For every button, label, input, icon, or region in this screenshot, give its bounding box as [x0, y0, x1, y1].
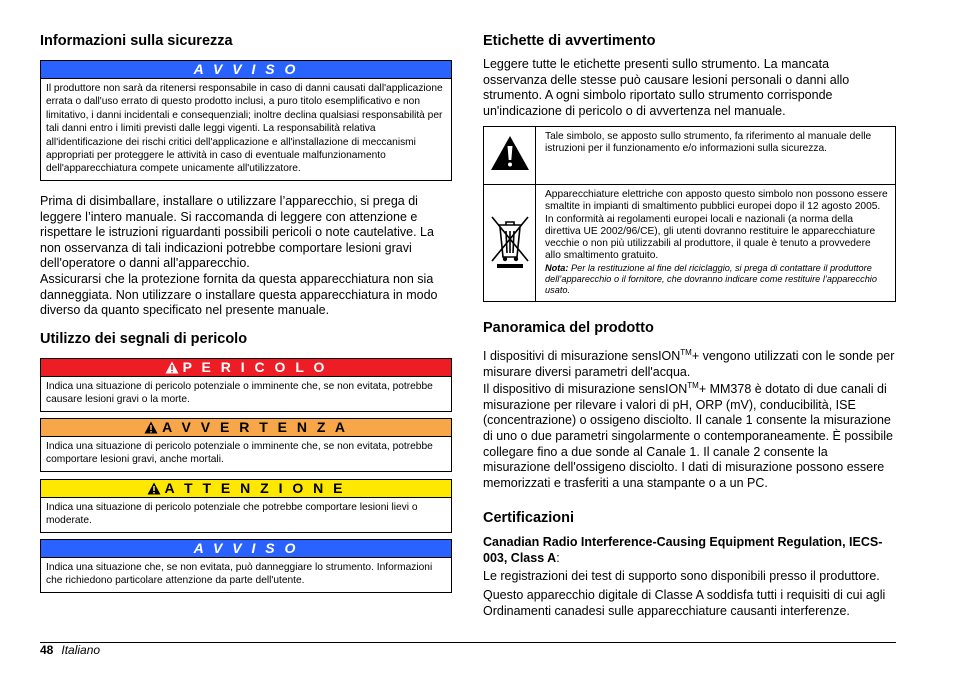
overview-paragraph-2: [483, 378, 896, 491]
safety-paragraph-1: Prima di disimballare, installare o utilizzare l’apparecchio, si prega di leggere l’intero manuale. Si raccomanda di leggere con attenzione e rispettare le istruzioni riguardanti possibili pericoli o note cautelative. La non osservanza di tali indicazioni potrebbe comportare lesioni gravi dell'operatore o danni all'apparecchio.: [40, 194, 434, 271]
table-note: [545, 263, 889, 297]
table-row-2-cell: [536, 185, 896, 302]
overview-p2-start: Il dispositivo di misurazione sensION: [483, 382, 688, 397]
cert-paragraph-2: Questo apparecchio digitale di Classe A soddisfa tutti i requisiti di cui agli Ordinamenti canadesi sulle apparecchiature causanti interferenze.: [483, 588, 886, 618]
avviso-label: A V V I S O: [41, 61, 451, 79]
labels-paragraph: Leggere tutte le etichette presenti sullo strumento. La mancata osservanza delle stesse può causare lesioni personali o danni allo strumento. A ogni simbolo riportato sullo strumento corrisponde un'indicazione di pericolo o di avvertenza nel manuale.: [483, 57, 850, 118]
warning-triangle-icon: [165, 361, 179, 374]
table-icon-cell: [484, 127, 536, 185]
overview-paragraph-1: [483, 345, 896, 380]
avviso-label-2: A V V I S O: [41, 540, 451, 558]
overview-p1-start: I dispositivi di misurazione sensION: [483, 349, 681, 364]
trademark-sup: TM: [687, 381, 699, 390]
safety-paragraph-2: Assicurarsi che la protezione fornita da questa apparecchiatura non sia danneggiata. Non utilizzare o installare questa apparecchiatura in modo diverso da quanto specificato nel presente manuale.: [40, 272, 438, 318]
overview-heading: Panoramica del prodotto: [483, 320, 654, 336]
overview-p2-end: + MM378 è dotato di due canali di misurazione per rilevare i valori di pH, ORP (mV), conducibilità, ISE (concentrazione) o ossigeno disciolto. Il canale 1 consente la misurazione di uno o due parametri singolarmente o contemporaneamente. È possibile collegare fino a due sonde al Canale 1. Il canale 2 consente la misurazione dell'ossigeno disciolto. I dati di misurazione possono essere memorizzati e trasferiti a una stampante o a un PC.: [483, 382, 893, 490]
attenzione-label: A T T E N Z I O N E: [164, 480, 346, 496]
cert-regulation: [483, 535, 896, 566]
signals-heading: Utilizzo dei segnali di pericolo: [40, 331, 248, 347]
pericolo-box: [40, 358, 452, 412]
overview-p1-end: + vengono utilizzati con le sonde per misurare diversi parametri dell'acqua.: [483, 349, 895, 379]
avvertenza-text: Indica una situazione di pericolo potenziale o imminente che, se non evitata, potrebbe comportare lesioni gravi, anche mortali.: [46, 441, 433, 466]
warning-triangle-icon: [147, 482, 161, 495]
footer-divider: [40, 642, 896, 643]
avviso-text: Il produttore non sarà da ritenersi responsabile in caso di danni causati dall'applicazione errata o dall'uso errato di questo prodotto inclusi, a puro titolo esemplificativo e non limitativo, i danni incidentali e consequenziali; inoltre declina qualsiasi responsabilità per tali danni entro i limiti previsti dalle leggi vigenti. La responsabilità relativa all'identificazione dei rischi critici dell'applicazione e all'installazione di meccanismi appropriati per proteggere le attività in caso di eventuale malfunzionamento dell'apparecchiatura compete unicamente all'utilizzatore.: [46, 83, 443, 175]
cert-regulation-title: Canadian Radio Interference-Causing Equipment Regulation, IECS-003, Class A: [483, 535, 883, 565]
attenzione-header: [41, 480, 451, 498]
crossed-out-bin-icon: [488, 213, 532, 269]
cert-paragraph-1: Le registrazioni dei test di supporto sono disponibili presso il produttore.: [483, 569, 880, 583]
avvertenza-box: [40, 418, 452, 472]
avvertenza-header: [41, 419, 451, 437]
labels-heading: Etichette di avvertimento: [483, 33, 656, 49]
avviso-text-2: Indica una situazione che, se non evitata, può danneggiare lo strumento. Informazioni che richiedono particolare attenzione da parte dell'utente.: [46, 562, 433, 587]
footer-language: Italiano: [61, 643, 101, 657]
trademark-sup: TM: [680, 348, 692, 357]
avvertenza-label: A V V E R T E N Z A: [162, 419, 348, 435]
cert-heading: Certificazioni: [483, 510, 575, 526]
safety-heading: Informazioni sulla sicurezza: [40, 33, 233, 49]
avviso-box-2: [40, 539, 452, 593]
page-footer: [40, 643, 100, 657]
warning-labels-table: [483, 126, 896, 302]
attenzione-text: Indica una situazione di pericolo potenziale che potrebbe comportare lesioni lievi o moderate.: [46, 502, 418, 527]
table-row: [484, 127, 896, 185]
warning-triangle-icon: [144, 421, 158, 434]
table-row-1-text: Tale simbolo, se apposto sullo strumento, fa riferimento al manuale delle istruzioni per il funzionamento e/o informazioni sulla sicurezza.: [536, 127, 896, 185]
table-row: [484, 185, 896, 302]
pericolo-header: [41, 359, 451, 377]
note-label: Nota:: [545, 262, 569, 273]
page-number: 48: [40, 643, 54, 657]
note-text: Per la restituzione al fine del riciclaggio, si prega di contattare il produttore dell’apparecchio o il fornitore, che dovranno indicare come restituire l’apparecchio usato.: [545, 262, 877, 296]
avviso-box-1: [40, 60, 452, 181]
pericolo-label: P E R I C O L O: [182, 359, 328, 375]
attenzione-box: [40, 479, 452, 533]
pericolo-text: Indica una situazione di pericolo potenziale o imminente che, se non evitata, potrebbe causare lesioni gravi o la morte.: [46, 381, 433, 406]
table-row-2-text: Apparecchiature elettriche con apposto questo simbolo non possono essere smaltite in impianti di smaltimento pubblici europei dopo il 12 agosto 2005. In conformità ai regolamenti europei locali e nazionali (a norma della direttiva UE 2002/96/CE), gli utenti dovranno restituire le apparecchiature vecchie o non più utilizzabili al produttore, il quale è tenuto a provvedere allo smaltimento gratuito.: [545, 189, 888, 262]
table-icon-cell: [484, 185, 536, 302]
cert-colon: :: [556, 550, 560, 565]
warning-symbol-icon: [490, 135, 530, 171]
